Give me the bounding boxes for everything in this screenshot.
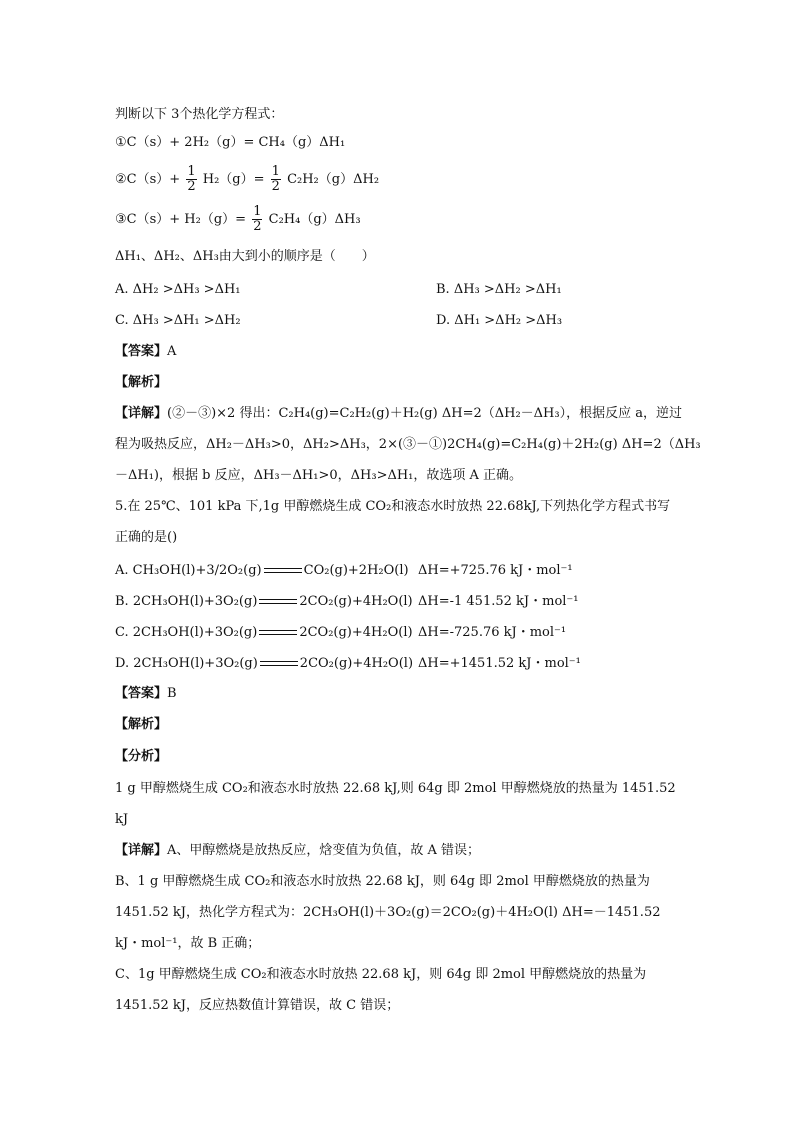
eq1-number: ① bbox=[115, 135, 127, 150]
option-lhs: 2CH₃OH(l)+3O₂(g) bbox=[132, 625, 258, 640]
answer-value: A bbox=[167, 344, 177, 359]
eq2-frac2-num: 1 bbox=[271, 164, 280, 179]
option-rhs: CO₂(g)+2H₂O(l) bbox=[303, 563, 409, 578]
q5-analysis-label: 【解析】 bbox=[115, 717, 168, 732]
option-rhs: 2CO₂(g)+4H₂O(l) bbox=[299, 656, 414, 671]
q5-option-d-dh: ΔH=+1451.52 kJ・mol⁻¹ bbox=[418, 656, 581, 671]
detail-label: 【详解】 bbox=[115, 843, 168, 858]
question-4-text: ΔH₁、ΔH₂、ΔH₃由大到小的顺序是（ ） bbox=[115, 249, 375, 264]
eq2-post: C₂H₂（g）ΔH₂ bbox=[287, 172, 380, 187]
eq2-fraction-2 bbox=[271, 165, 281, 194]
option-label: B. bbox=[115, 594, 129, 609]
eq2-frac2-den: 2 bbox=[271, 179, 280, 194]
option-label: A. bbox=[115, 563, 129, 578]
q5-detail-c-line-2: 1451.52 kJ，反应热数值计算错误，故 C 错误； bbox=[115, 998, 400, 1013]
answer-value: B bbox=[167, 686, 177, 701]
eq2-pre: C（s）+ bbox=[126, 172, 181, 187]
detail-label: 【详解】 bbox=[115, 406, 168, 421]
q5-option-b bbox=[115, 593, 413, 611]
q4-option-c: C. ΔH₃ >ΔH₁ >ΔH₂ bbox=[115, 313, 241, 328]
q5-option-c bbox=[115, 624, 413, 642]
answer-label: 【答案】 bbox=[115, 686, 168, 701]
eq2-frac1-den: 2 bbox=[187, 179, 196, 194]
q4-option-a: A. ΔH₂ >ΔH₃ >ΔH₁ bbox=[115, 282, 241, 297]
option-rhs: 2CO₂(g)+4H₂O(l) bbox=[299, 625, 413, 640]
q5-option-c-dh: ΔH=-725.76 kJ・mol⁻¹ bbox=[418, 625, 567, 640]
question-5-line-1: 5.在 25℃、101 kPa 下,1g 甲醇燃烧生成 CO₂和液态水时放热 22.68kJ,下列热化学方程式书写 bbox=[115, 499, 671, 514]
eq2-mid: H₂（g）= bbox=[202, 172, 265, 187]
option-lhs: CH₃OH(l)+3/2O₂(g) bbox=[132, 563, 262, 578]
question-5-line-2: 正确的是() bbox=[115, 530, 178, 545]
option-lhs: 2CH₃OH(l)+3O₂(g) bbox=[133, 656, 258, 671]
eq3-frac-den: 2 bbox=[253, 219, 262, 234]
equation-3 bbox=[115, 204, 361, 236]
detail-text: A、甲醇燃烧是放热反应，焓变值为负值，故 A 错误； bbox=[167, 843, 481, 858]
q4-option-d: D. ΔH₁ >ΔH₂ >ΔH₃ bbox=[436, 313, 563, 328]
option-rhs: 2CO₂(g)+4H₂O(l) bbox=[299, 594, 413, 609]
q5-detail-a bbox=[115, 842, 480, 860]
q4-option-b: B. ΔH₃ >ΔH₂ >ΔH₁ bbox=[436, 282, 562, 297]
q5-option-a-dh: ΔH=+725.76 kJ・mol⁻¹ bbox=[418, 563, 573, 578]
eq2-number: ② bbox=[115, 172, 127, 187]
equation-1 bbox=[115, 134, 345, 152]
q5-option-b-dh: ΔH=-1 451.52 kJ・mol⁻¹ bbox=[418, 594, 579, 609]
eq3-post: C₂H₄（g）ΔH₃ bbox=[268, 212, 361, 227]
q5-detail-b-line-2: 1451.52 kJ，热化学方程式为：2CH₃OH(l)＋3O₂(g)＝2CO₂(g)＋4H₂O(l) ΔH=－1451.52 bbox=[115, 905, 661, 920]
eq3-fraction bbox=[252, 205, 262, 234]
q5-detail-c-line-1: C、1g 甲醇燃烧生成 CO₂和液态水时放热 22.68 kJ，则 64g 即 2mol 甲醇燃烧放的热量为 bbox=[115, 967, 647, 982]
q4-analysis-label: 【解析】 bbox=[115, 375, 168, 390]
q5-answer bbox=[115, 685, 177, 703]
eq3-frac-num: 1 bbox=[253, 204, 262, 219]
eq3-pre: C（s）+ H₂（g）= bbox=[126, 212, 247, 227]
option-label: D. bbox=[115, 656, 130, 671]
q5-analysis-sub-label: 【分析】 bbox=[115, 749, 168, 764]
equation-2 bbox=[115, 164, 379, 196]
option-lhs: 2CH₃OH(l)+3O₂(g) bbox=[132, 594, 258, 609]
q4-answer bbox=[115, 343, 176, 361]
q5-option-d bbox=[115, 655, 413, 673]
q4-detail-line-2: 程为吸热反应，ΔH₂－ΔH₃>0，ΔH₂>ΔH₃，2×(③－①)2CH₄(g)=C₂H₄(g)＋2H₂(g) ΔH=2（ΔH₃ bbox=[115, 437, 701, 452]
detail-text: (②－③)×2 得出：C₂H₄(g)=C₂H₂(g)＋H₂(g) ΔH=2（ΔH₂－ΔH₃），根据反应 a，逆过 bbox=[167, 406, 682, 421]
eq3-number: ③ bbox=[115, 212, 127, 227]
equals-sign bbox=[260, 661, 298, 666]
option-label: C. bbox=[115, 625, 129, 640]
q5-option-a bbox=[115, 562, 409, 580]
q4-detail-line-3: －ΔH₁)，根据 b 反应，ΔH₃－ΔH₁>0，ΔH₃>ΔH₁，故选项 A 正确。 bbox=[115, 468, 523, 483]
answer-label: 【答案】 bbox=[115, 344, 168, 359]
equals-sign bbox=[264, 568, 302, 573]
q4-detail-line-1 bbox=[115, 405, 682, 423]
q5-detail-b-line-1: B、1 g 甲醇燃烧生成 CO₂和液态水时放热 22.68 kJ，则 64g 即 2mol 甲醇燃烧放的热量为 bbox=[115, 874, 650, 889]
equals-sign bbox=[259, 599, 297, 604]
q5-detail-b-line-3: kJ・mol⁻¹，故 B 正确； bbox=[115, 936, 261, 951]
eq2-frac1-num: 1 bbox=[187, 164, 196, 179]
intro-text: 判断以下 3个热化学方程式： bbox=[115, 107, 284, 122]
eq1-text: C（s）+ 2H₂（g）= CH₄（g）ΔH₁ bbox=[126, 135, 346, 150]
q5-analysis-line-2: kJ bbox=[115, 812, 129, 827]
q5-analysis-line-1: 1 g 甲醇燃烧生成 CO₂和液态水时放热 22.68 kJ,则 64g 即 2mol 甲醇燃烧放的热量为 1451.52 bbox=[115, 781, 676, 796]
equals-sign bbox=[259, 630, 297, 635]
eq2-fraction-1 bbox=[186, 165, 196, 194]
